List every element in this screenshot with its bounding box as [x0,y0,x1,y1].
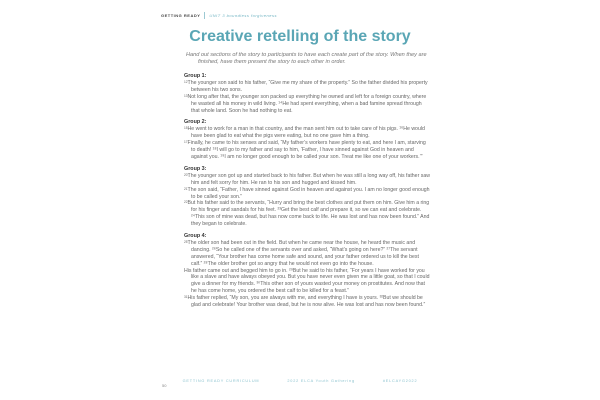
verse [184,268,431,296]
verse-text: The younger son got up and started back to his father. But when he was still a long way off, his father saw him and felt sorry for him. He ran to his son and hugged and kissed him. [187,172,430,186]
group-label: Group 1: [184,73,207,79]
verse-number: 25 [184,239,188,244]
group-1 [184,73,431,114]
group-4 [184,233,431,309]
verse [184,140,431,161]
verse-text: But his father said to the servants, “Hurry and bring the best clothes and put them on him. Give him a ring for his finger and sandals for his feet. ²³Get the best calf and prepare it, so we can eat and celebrate. ²⁴This son of mine was dead, but has now come back to life. He was lost and has now been found.” And they began to celebrate. [187,200,430,228]
group-label: Group 3: [184,165,207,172]
header-section: GETTING READY [161,13,201,18]
group-label: Group 2: [184,119,207,126]
verse [184,200,431,228]
intro-instructions [186,52,431,66]
verse [184,240,431,268]
intro-line-2: finished, have them present the story to each other in order. [198,59,346,65]
verse-text: His father came out and begged him to go in. ²⁹But he said to his father, “For years I have worked for you like a slave and have always obeyed you. But you have never even given me a little goat, so that I could give a dinner for my friends. ³⁰This other son of yours wasted your money on prostitutes. And now that he has come home, you ordered the best calf to be killed for a feast.” [184,267,430,295]
verse-text: The son said, “Father, I have sinned against God in heaven and against you. I am no longer good enough to be called your son.” [187,186,430,200]
verse-text: Not long after that, the younger son packed up everything he owned and left for a foreign country, where he wasted all his money in wild living. ¹⁴He had spent everything, when a bad famine spread through that whole land. Soon he had nothing to eat. [187,93,427,114]
verse [184,173,431,187]
story-groups [184,73,431,314]
verse-number: 20 [184,172,188,177]
verse-number: 22 [184,200,188,205]
verse [184,295,431,309]
group-label: Group 4: [184,233,207,240]
page-number: 50 [162,383,167,388]
group-3 [184,166,431,228]
group-2 [184,119,431,160]
verse-number: 17 [184,140,188,145]
verse-text: The older son had been out in the field. But when he came near the house, he heard the music and dancing. ²⁶So he called one of the servants over and asked, “What’s going on here?” ²⁷The servant answered, “Your brother has come home safe and sound, and your father ordered us to kill the best calf.” ²⁸The older brother got so angry that he would not even go into the house. [187,239,419,267]
verse-number: 13 [184,93,188,98]
page-footer [0,379,600,383]
verse [184,126,431,140]
header-divider [204,12,205,19]
verse [184,80,431,94]
verse-number: 12 [184,79,188,84]
header-unit: UNIT 3 boundless forgiveness [209,13,277,18]
verse-text: The younger son said to his father, “Give me my share of the property.” So the father divided his property between his two sons. [187,79,428,93]
verse-number: 15 [184,126,188,131]
verse-text: He went to work for a man in that country, and the man sent him out to take care of his pigs. ¹⁶He would have been glad to eat what the pigs were eating, but no one gave him a thing. [187,126,425,140]
verse-number: 21 [184,186,188,191]
verse-number: 31 [184,295,188,300]
intro-line-1: Hand out sections of the story to participants to have each create part of the story. When they are [186,52,427,58]
verse [184,187,431,201]
verse [184,94,431,115]
footer-curriculum: GETTING READY CURRICULUM [182,379,260,383]
verse-text: His father replied, “My son, you are always with me, and everything I have is yours. ³²But we should be glad and celebrate! Your brother was dead, but he is now alive. He was lost and has now been found.” [187,295,426,309]
footer-event: 2022 ELCA Youth Gathering [287,379,355,383]
running-header [161,12,277,19]
page-title: Creative retelling of the story [189,28,411,45]
footer-hashtag: #ELCAYG2022 [382,379,418,383]
verse-text: Finally, he came to his senses and said, “My father’s workers have plenty to eat, and here I am, starving to death! ¹⁸I will go to my father and say to him, ‘Father, I have sinned against God in heaven and against you. ¹⁹I am no longer good enough to be called your son. Treat me like one of your workers.’” [187,140,426,160]
